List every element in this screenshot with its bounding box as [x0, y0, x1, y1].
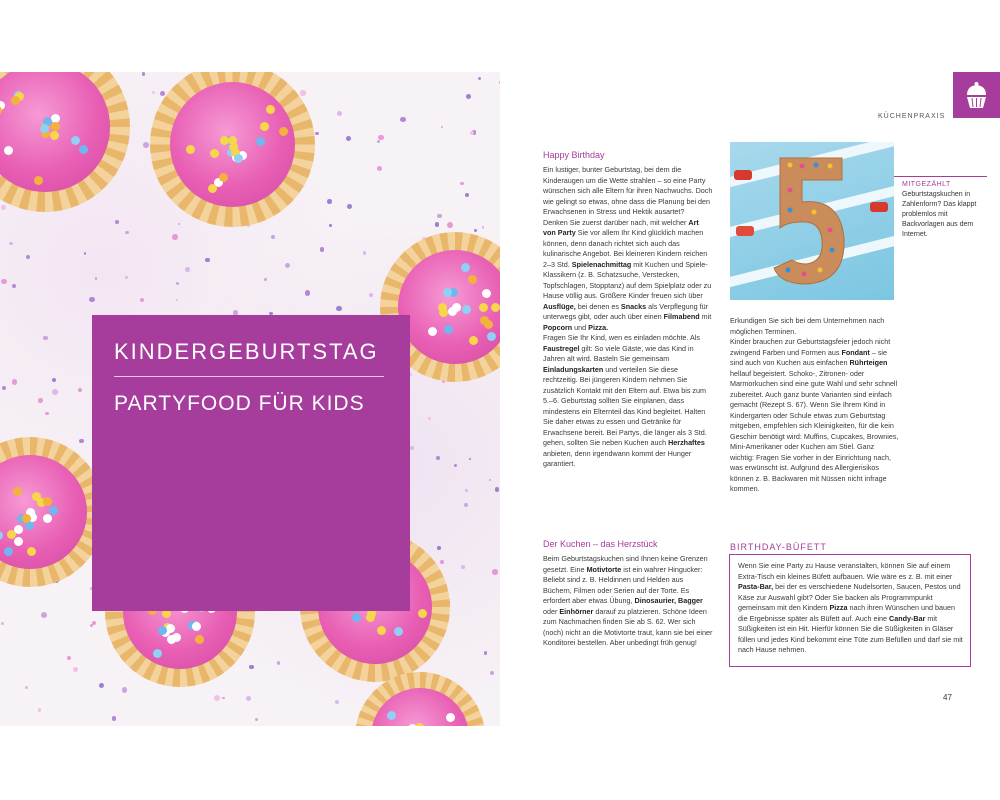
sprinkle	[363, 251, 367, 255]
sprinkle	[346, 136, 351, 141]
sprinkle	[1, 279, 7, 285]
sprinkle	[112, 716, 117, 721]
caption-text: Geburtstagskuchen in Zahlenform? Das klappt problemlos mit Backvorlagen aus dem Internet.	[902, 191, 977, 238]
sprinkle	[12, 379, 17, 384]
paragraph: Ein lustiger, bunter Geburtstag, bei dem die Kinderaugen um die Wette strahlen – so eine Party wünschen sich alle Eltern für ihren Nachwuchs. Doch wie gelingt so etwas, ohne dass die Planung bei den Erwachsenen in Stress und Hektik ausartet? Denken Sie zuerst darüber nach, mit welcher Art von Party Sie vor allem Ihr Kind glücklich machen können, denn danach richtet sich auch das kulinarische Angebot. Bei kleineren Kindern reichen 2–3 Std. Spielenachmittag mit Kuchen und Spiele-Klassikern (z. B. Schatzsuche, Verstecken, Topfschlagen, Stopptanz) auf dem Spielplatz oder zu Hause völlig aus. Größere Kinder freuen sich über Ausflüge, bei denen es Snacks als Verpflegung für unterwegs gibt, oder auch über einen Filmabend mit Popcorn und Pizza. Fragen Sie Ihr Kind, wen es einladen möchte. Als Faustregel gilt: So viele Gäste, wie das Kind in Jahren alt wird. Basteln Sie gemeinsam Einladungskarten und verteilen Sie diese rechtzeitig. Bei jüngeren Kindern nehmen Sie zusätzlich Kontakt mit den Eltern auf. Etwa bis zum 5.–6. Geburtstag sollten Sie einplanen, dass mindestens ein Elternteil das Kind begleitet. Halten Sie daher etwas zu essen und Getränke für Erwachsene bereit. Bei Partys, die länger als 3 Std. gehen, sollten Sie neben Kuchen auch Herzhaftes anbieten, denn irgendwann kommt der Hunger garantiert.	[543, 165, 713, 468]
sprinkle	[336, 306, 342, 312]
sprinkle	[176, 282, 179, 285]
sprinkle	[99, 683, 105, 689]
buffet-heading: BIRTHDAY-BÜFETT	[730, 542, 831, 552]
sprinkle	[474, 229, 477, 232]
number-cake-photo	[730, 142, 894, 300]
sprinkle	[152, 91, 155, 94]
sprinkle	[490, 671, 494, 675]
section-heading: Der Kuchen – das Herzstück	[543, 539, 658, 549]
sprinkle	[89, 297, 94, 302]
chapter-title: KINDERGEBURTSTAG	[114, 339, 379, 364]
sprinkle	[428, 417, 431, 420]
sprinkle	[122, 687, 127, 692]
sprinkle	[1, 205, 6, 210]
sprinkle	[320, 247, 325, 252]
cupcake-photo	[0, 72, 500, 726]
sprinkle	[43, 336, 47, 340]
sprinkle	[214, 695, 220, 701]
sprinkle	[115, 220, 119, 224]
sprinkle	[369, 293, 373, 297]
sprinkle	[38, 398, 43, 403]
sprinkle	[469, 458, 472, 461]
sprinkle	[84, 252, 87, 255]
sprinkle	[271, 235, 275, 239]
paragraph: Beim Geburtstagskuchen sind Ihnen keine Grenzen gesetzt. Eine Motivtorte ist ein wahrer Hingucker: Beliebt sind z. B. Heldinnen und Helden aus Büchern, Filmen oder Serien auf der Torte. Es erfordert aber etwas Übung, Dinosaurier, Bagger oder Einhörner darauf zu platzieren. Schöne Ideen zum Nachmachen finden Sie ab S. 62. Wer sich (noch) nicht an die Motivtorte traut, kann sie bei einer Konditorei bestellen. Aber unbedingt früh genug!	[543, 554, 713, 647]
sprinkle	[315, 132, 318, 135]
section-heading: Happy Birthday	[543, 150, 605, 160]
sprinkle	[285, 263, 290, 268]
sprinkle	[447, 222, 453, 228]
sprinkle	[255, 718, 258, 721]
sprinkle	[466, 94, 471, 99]
sprinkle	[1, 622, 4, 625]
sprinkle	[440, 560, 443, 563]
sprinkle	[176, 299, 178, 301]
chapter-title-box	[92, 315, 410, 611]
paragraph: Erkundigen Sie sich bei dem Unternehmen nach möglichen Terminen. Kinder brauchen zur Geburtstagsfeier jedoch nicht zwingend Farben und Formen aus Fondant – sie sind auch von Kuchen aus einfachen Rührteigen hellauf begeistert. Schoko-, Zitronen- oder Marmorkuchen sind eine gute Wahl und sehr schnell zubereitet. Auch ganz bunte Varianten sind einfach gemacht (Rezept S. 67). Wenn Sie Ihrem Kind in Kindergarten oder Schule etwas zum Geburtstag mitgeben, empfehlen sich Kleinigkeiten, für die kein Geschirr benötigt wird: Muffins, Cupcakes, Brownies, Mini-Amerikaner oder Kuchen am Stiel. Ganz wichtig: Fragen Sie vorher in der Einrichtung nach, was erwünscht ist. Aufgrund des Allergierisikos können z. B. Backwaren mit Nüssen nicht infrage kommen.	[730, 316, 899, 493]
sprinkle	[327, 199, 332, 204]
sprinkle	[329, 224, 332, 227]
sprinkle	[38, 708, 42, 712]
cupcake	[0, 72, 130, 212]
sprinkle	[52, 378, 56, 382]
sprinkle	[143, 142, 149, 148]
sprinkle	[489, 479, 491, 481]
sprinkle	[492, 569, 497, 574]
sprinkle	[45, 412, 49, 416]
sprinkle	[335, 700, 339, 704]
caption-heading: MITGEZÄHLT	[902, 181, 951, 188]
title-divider	[114, 376, 384, 377]
buffet-box	[729, 554, 971, 667]
sprinkle	[410, 446, 414, 450]
sprinkle	[495, 487, 499, 491]
sprinkle	[460, 182, 464, 186]
sprinkle	[142, 72, 146, 76]
sprinkle	[125, 276, 129, 280]
sprinkle	[52, 389, 58, 395]
sprinkle	[436, 456, 440, 460]
sprinkle	[377, 166, 383, 172]
sprinkle	[435, 222, 440, 227]
sprinkle	[437, 214, 442, 219]
sprinkle	[95, 277, 97, 279]
sprinkle	[454, 464, 457, 467]
cupcake-icon	[963, 80, 990, 110]
sprinkle	[185, 267, 190, 272]
sprinkle	[67, 656, 71, 660]
sprinkle	[437, 546, 441, 550]
sprinkle	[222, 697, 224, 699]
cupcake	[150, 72, 315, 227]
sprinkle	[246, 696, 251, 701]
happy-birthday-section	[543, 150, 713, 470]
sprinkle	[90, 624, 93, 627]
sprinkle	[178, 223, 180, 225]
sprinkle	[465, 489, 468, 492]
sprinkle	[2, 386, 7, 391]
sprinkle	[264, 278, 267, 281]
sprinkle	[499, 81, 500, 84]
sprinkle	[78, 388, 82, 392]
sprinkle	[347, 204, 352, 209]
sprinkle	[478, 77, 481, 80]
sprinkle	[461, 565, 465, 569]
section-label: KÜCHENPRAXIS	[878, 113, 946, 120]
sprinkle	[25, 686, 28, 689]
sprinkle	[41, 612, 47, 618]
sprinkle	[140, 298, 144, 302]
page-number: 47	[943, 693, 952, 702]
sprinkle	[205, 258, 209, 262]
sprinkle	[160, 91, 165, 96]
kuchen-section	[543, 539, 713, 649]
sprinkle	[464, 503, 468, 507]
sprinkle	[73, 667, 78, 672]
column-two-text	[730, 316, 900, 495]
sprinkle	[172, 234, 178, 240]
sprinkle	[12, 284, 16, 288]
sprinkle	[9, 242, 12, 245]
sprinkle	[79, 439, 84, 444]
sprinkle	[482, 226, 485, 229]
sprinkle	[441, 126, 443, 128]
sprinkle	[26, 255, 30, 259]
sprinkle	[337, 111, 342, 116]
sprinkle	[305, 290, 311, 296]
sprinkle	[277, 661, 281, 665]
sprinkle	[125, 231, 128, 234]
cupcake	[0, 437, 105, 587]
photo-caption	[902, 180, 987, 240]
sprinkle	[465, 193, 470, 198]
sprinkle	[377, 140, 380, 143]
sprinkle	[300, 90, 305, 95]
chapter-subtitle: PARTYFOOD FÜR KIDS	[114, 392, 365, 415]
sprinkle	[484, 651, 488, 655]
chapter-tab	[953, 72, 1000, 118]
buffet-text: Wenn Sie eine Party zu Hause veranstalten, können Sie auf einem Extra-Tisch ein kleines Büfett aufbauen. Wie wäre es z. B. mit einer Pasta-Bar, bei der es verschiedene Nudelsorten, Saucen, Pestos und Käse zur Auswahl gibt? Oder Sie backen als Programmpunkt gemeinsam mit den Kindern Pizza nach ihren Wünschen und bauen die Ergebnisse später als Büfett auf. Auch eine Candy-Bar mit Süßigkeiten ist ein Hit. Hierfür können Sie die Süßigkeiten in Gläser füllen und jedes Kind bekommt eine Tüte zum Befüllen und darf sie mit nach Hause nehmen.	[738, 561, 963, 654]
sprinkle	[400, 117, 406, 123]
sprinkle	[249, 665, 254, 670]
